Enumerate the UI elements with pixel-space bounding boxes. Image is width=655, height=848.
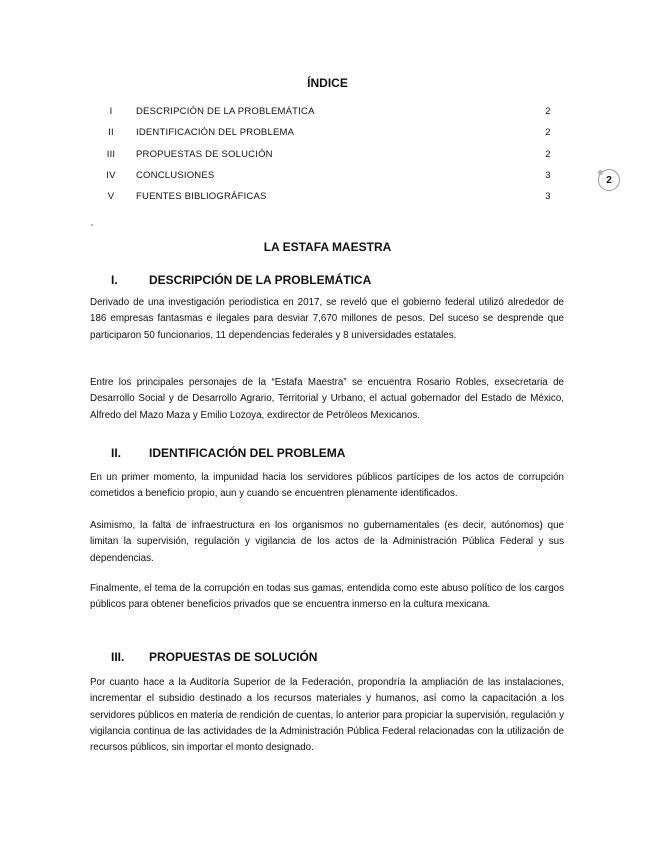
section-title: IDENTIFICACIÓN DEL PROBLEMA [149,446,346,460]
toc-entry[interactable] [0,191,655,205]
page-number-badge: 2 [598,169,620,191]
stray-dot-mark [91,224,93,226]
toc-entry[interactable] [0,106,655,120]
toc-entry-label: CONCLUSIONES [136,170,215,181]
paragraph: Derivado de una investigación periodística en 2017, se reveló que el gobierno federal utilizó alrededor de 186 empresas fantasmas e ilegales para desviar 7,670 millones de pesos. Del suceso se desprende que participaron 50 funcionarios, 11 dependencias federales y 8 universidades estatales. [90,297,564,341]
toc-entry[interactable] [0,149,655,163]
paragraph: Finalmente, el tema de la corrupción en todas sus gamas, entendida como este abuso político de los cargos públicos para obtener beneficios privados que se encuentra inmerso en la cultura mexicana. [90,583,564,611]
toc-entry-number: II [108,127,114,138]
toc-entry-number: I [109,106,113,117]
document-title: LA ESTAFA MAESTRA [263,240,392,254]
section-title: PROPUESTAS DE SOLUCIÓN [149,650,318,664]
toc-entry-label: FUENTES BIBLIOGRÁFICAS [136,191,267,202]
section-number: III. [111,650,125,664]
paragraph: Asimismo, la falta de infraestructura en los organismos no gubernamentales (es decir, autónomos) que limitan la supervisión, regulación y vigilancia de los actos de la Administración Pública Federal y sus dependencias. [90,520,564,564]
toc-entry-number: III [106,149,116,160]
toc-entry[interactable] [0,170,655,184]
section-number: II. [111,446,122,460]
index-title: ÍNDICE [307,76,348,90]
toc-entry[interactable] [0,127,655,141]
toc-entry-number: V [107,191,115,202]
section-number: I. [111,273,118,287]
toc-entry-page: 2 [545,149,551,160]
paragraph: Entre los principales personajes de la “Estafa Maestra” se encuentra Rosario Robles, exsecretaria de Desarrollo Social y de Desarrollo Agrario, Territorial y Urbano, el actual gobernador del Estado de México, Alfredo del Mazo Maza y Emilio Lozoya, exdirector de Petróleos Mexicanos. [90,377,564,421]
toc-entry-label: DESCRIPCIÓN DE LA PROBLEMÁTICA [136,106,315,117]
paragraph: Por cuanto hace a la Auditoría Superior de la Federación, propondría la ampliación de las instalaciones, incrementar el subsidio destinado a los recursos materiales y humanos, así como la capacitación a los servidores públicos en materia de rendición de cuentas, lo anterior para propiciar la supervisión, regulación y vigilancia continua de las actividades de la Administración Pública Federal relacionadas con la utilización de recursos públicos, sin importar el monto designado. [90,677,564,754]
toc-entry-page: 2 [545,106,551,117]
toc-entry-number: IV [106,170,116,181]
toc-entry-page: 2 [545,127,551,138]
toc-entry-label: PROPUESTAS DE SOLUCIÓN [136,149,273,160]
section-title: DESCRIPCIÓN DE LA PROBLEMÁTICA [149,273,372,287]
badge-dot-icon [598,170,603,175]
toc-entry-page: 3 [545,170,551,181]
toc-entry-page: 3 [545,191,551,202]
paragraph: En un primer momento, la impunidad hacia los servidores públicos partícipes de los actos de corrupción cometidos a beneficio propio, aun y cuando se encuentren plenamente identificados. [90,472,564,500]
toc-entry-label: IDENTIFICACIÓN DEL PROBLEMA [136,127,295,138]
